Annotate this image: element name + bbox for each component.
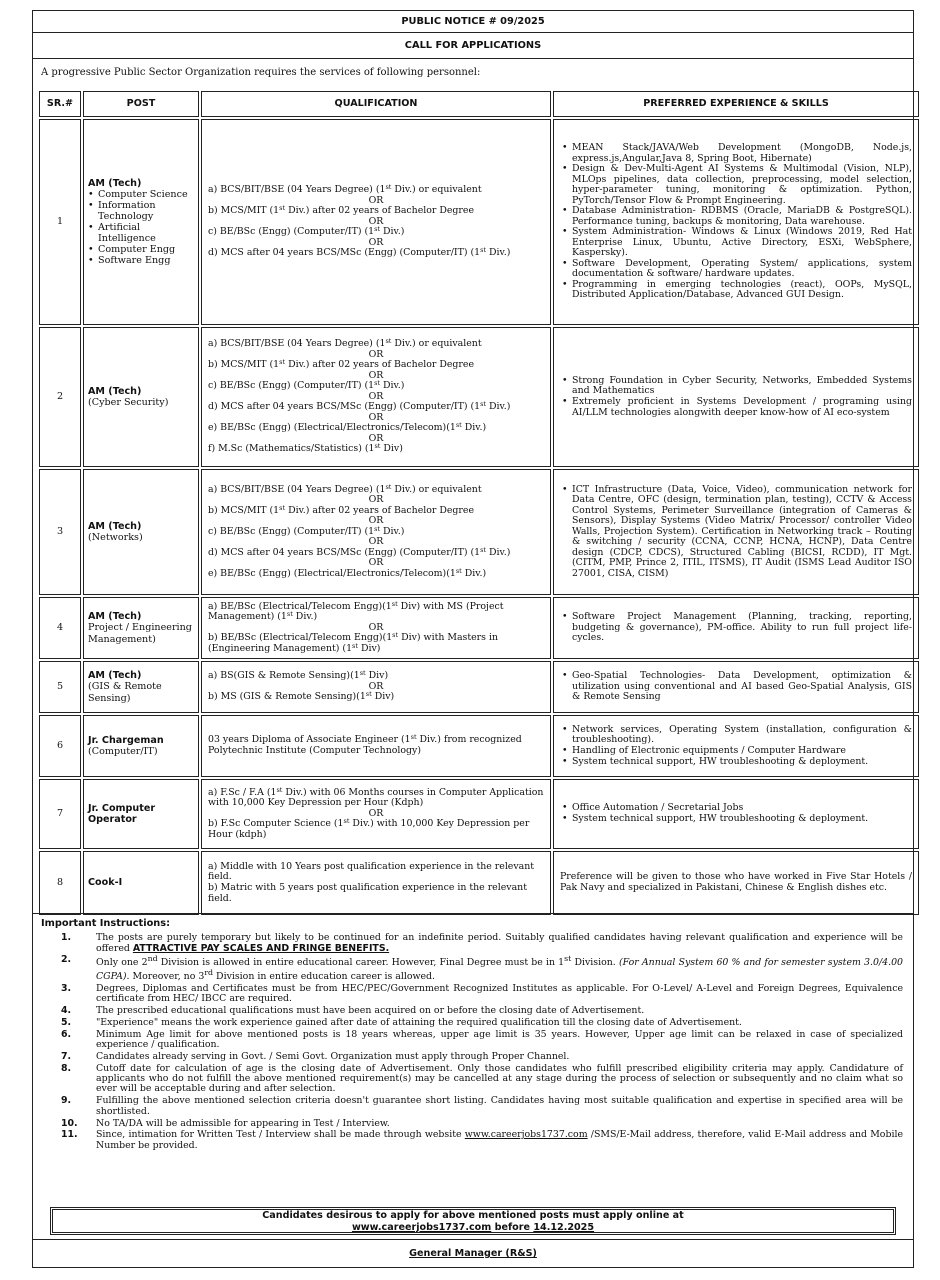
or-separator: OR (368, 432, 384, 444)
col-post: POST (83, 91, 199, 117)
row-experience (553, 327, 919, 467)
instruction-number: 2. (61, 954, 72, 966)
row-experience (553, 779, 919, 849)
row-sr: 2 (39, 327, 81, 467)
instruction-item: 8. Cutoff date for calculation of age is the closing date of Advertisement. Only those candidates who fulfill prescribed eligibility criteria may apply. Candidature of applicants who do not fulfill the above mentioned requirement(s) may be cancelled at any stage during the process of selection or subsequently and no claim what so ever will be acceptable during and after selection. (61, 1062, 903, 1095)
benefits-highlight: ATTRACTIVE PAY SCALES AND FRINGE BENEFITS. (132, 942, 390, 954)
or-separator: OR (368, 621, 384, 633)
qualification-line: c) BE/BSc (Engg) (Computer/IT) (1st Div.) (208, 379, 405, 392)
experience-item: • ICT Infrastructure (Data, Voice, Video), communication network for Data Centre, OFC (design, termination plan, testing), CCTV & Access Control Systems, Perimeter Surveillance (integration of Cameras & Sensors), Display Systems (Video Matrix/ Processor/ controller Video Walls, Projection System). Certification in Networking track – Routing & switching / security (CCNA, CCNP, HCNA, HCNP), Data Centre design (CDCP, CDCS), Structured Cabling (BICSI, RCDD), IT Mgt. (CITM, PMP, Prince 2, ITIL, ITSMS), IT Audit (ISMS Lead Auditor ISO 27001, CISA, CISM) (560, 485, 912, 580)
post-title: AM (Tech) (88, 177, 142, 189)
table-row (39, 661, 919, 713)
instruction-number: 4. (61, 1005, 72, 1017)
or-separator: OR (368, 411, 384, 423)
row-experience (553, 119, 919, 325)
or-separator: OR (368, 807, 384, 819)
post-specialization: • Artificial Intelligence (88, 222, 194, 244)
table-row (39, 851, 919, 915)
experience-item: • Handling of Electronic equipments / Computer Hardware (560, 746, 912, 757)
row-qualification (201, 597, 551, 659)
row-sr: 1 (39, 119, 81, 325)
qualification-line: a) F.Sc / F.A (1st Div.) with 06 Months courses in Computer Application with 10,000 Key Depression per Hour (Kdph) (208, 785, 544, 809)
row-sr: 8 (39, 851, 81, 915)
instruction-number: 6. (61, 1028, 72, 1040)
experience-item: • System technical support, HW troubleshooting & deployment. (560, 757, 912, 768)
or-separator: OR (368, 515, 384, 527)
important-instructions (33, 913, 913, 1153)
qualification-line: b) MCS/MIT (1st Div.) after 02 years of Bachelor Degree (208, 204, 475, 217)
qualification-line: b) MS (GIS & Remote Sensing)(1st Div) (208, 690, 395, 703)
notice-number: PUBLIC NOTICE # 09/2025 (33, 11, 913, 33)
qualification-line: e) BE/BSc (Engg) (Electrical/Electronics/Telecom)(1st Div.) (208, 566, 487, 579)
instructions-list (41, 933, 905, 1151)
post-subtitle: (GIS & Remote Sensing) (88, 681, 162, 704)
row-post (83, 851, 199, 915)
instruction-item: 10. No TA/DA will be admissible for appearing in Test / Interview. (61, 1117, 390, 1129)
intro-text: A progressive Public Sector Organization requires the services of following personnel: (41, 67, 481, 78)
qualification-line: a) BCS/BIT/BSE (04 Years Degree) (1st Div.) or equivalent (208, 337, 482, 350)
signatory: General Manager (R&S) (33, 1239, 913, 1259)
qualification-line: c) BE/BSc (Engg) (Computer/IT) (1st Div.) (208, 524, 405, 537)
qualification-line: b) MCS/MIT (1st Div.) after 02 years of Bachelor Degree (208, 503, 475, 516)
qualification-line: d) MCS after 04 years BCS/MSc (Engg) (Computer/IT) (1st Div.) (208, 545, 511, 558)
qualification-line: d) MCS after 04 years BCS/MSc (Engg) (Computer/IT) (1st Div.) (208, 246, 511, 259)
table-row (39, 327, 919, 467)
cgpa-note: (For Annual System 60 % and for semester system 3.0/4.00 CGPA) (96, 957, 903, 983)
public-notice-page (32, 10, 914, 1268)
instruction-number: 10. (61, 1117, 78, 1129)
col-experience: PREFERRED EXPERIENCE & SKILLS (553, 91, 919, 117)
instruction-item: 2. Only one 2nd Division is allowed in entire educational career. However, Final Degree must be in 1st Division. (For Annual System 60 % and for semester system 3.0/4.00 CGPA). Moreover, no 3rd Division in entire education career is allowed. (61, 954, 903, 983)
instruction-item: 3. Degrees, Diplomas and Certificates must be from HEC/PEC/Government Recognized Institutes as applicable. For O-Level/ A-Level and Foreign Degrees, Equivalence certificate from HEC/ IBCC are required. (61, 982, 903, 1005)
instruction-item: 1. The posts are purely temporary but likely to be continued for an indefinite period. Suitably qualified candidates having relevant qualification and experience will be offered ATTRACTIVE PAY SCALES AND FRINGE BENEFITS. (61, 932, 903, 954)
post-subtitle: (Computer/IT) (88, 746, 158, 757)
or-separator: OR (368, 236, 384, 248)
experience-item: • System technical support, HW troubleshooting & deployment. (560, 814, 912, 825)
or-separator: OR (368, 557, 384, 569)
row-post (83, 119, 199, 325)
apply-deadline: 14.12.2025 (533, 1221, 595, 1233)
or-separator: OR (368, 215, 384, 227)
apply-url-link[interactable]: www.careerjobs1737.com (351, 1221, 492, 1233)
row-experience (553, 661, 919, 713)
experience-item: • Network services, Operating System (installation, configuration & troubleshooting). (560, 725, 912, 746)
apply-online-box (50, 1207, 896, 1235)
experience-item: • Database Administration- RDBMS (Oracle, MariaDB & PostgreSQL). Performance tuning, backups & monitoring, Data warehouse. (560, 206, 912, 227)
table-row (39, 779, 919, 849)
row-qualification (201, 715, 551, 777)
or-separator: OR (368, 494, 384, 506)
post-specialization: • Software Engg (88, 255, 194, 266)
post-specialization: • Computer Engg (88, 244, 194, 255)
experience-item: • Office Automation / Secretarial Jobs (560, 803, 912, 814)
row-experience (553, 851, 919, 915)
qualification-line: b) MCS/MIT (1st Div.) after 02 years of Bachelor Degree (208, 358, 475, 371)
experience-item: • Extremely proficient in Systems Development / programing using AI/LLM technologies alongwith deeper know-how of AI eco-system (560, 397, 912, 418)
row-post (83, 715, 199, 777)
post-title: Jr. Chargeman (88, 734, 164, 746)
apply-line: Candidates desirous to apply for above mentioned posts must apply online at (262, 1210, 684, 1221)
or-separator: OR (368, 348, 384, 360)
row-post (83, 661, 199, 713)
row-sr: 6 (39, 715, 81, 777)
row-qualification (201, 779, 551, 849)
row-post (83, 597, 199, 659)
table-row (39, 715, 919, 777)
row-qualification (201, 469, 551, 595)
row-qualification (201, 327, 551, 467)
instruction-item: 9. Fulfilling the above mentioned selection criteria doesn't guarantee short listing. Candidates having most suitable qualification and expertise in specified area will be shortlisted. (61, 1095, 903, 1117)
post-title: Jr. Computer Operator (88, 802, 156, 825)
qualification-line: e) BE/BSc (Engg) (Electrical/Electronics/Telecom)(1st Div.) (208, 421, 487, 434)
or-separator: OR (368, 390, 384, 402)
post-subtitle: Project / Engineering Management) (88, 622, 192, 645)
or-separator: OR (368, 536, 384, 548)
experience-item: • Geo-Spatial Technologies- Data Development, optimization & utilization using conventional and AI based Geo-Spatial Analysis, GIS & Remote Sensing (560, 671, 912, 703)
row-experience (553, 469, 919, 595)
or-separator: OR (368, 680, 384, 692)
instruction-number: 11. (61, 1129, 78, 1141)
table-row (39, 597, 919, 659)
instruction-item: 7. Candidates already serving in Govt. / Semi Govt. Organization must apply through Proper Channel. (61, 1050, 570, 1062)
col-sr: SR.# (39, 91, 81, 117)
post-title: Cook-I (88, 877, 123, 889)
or-separator: OR (368, 194, 384, 206)
post-subtitle: (Networks) (88, 532, 143, 543)
qualification-line: f) M.Sc (Mathematics/Statistics) (1st Div) (208, 442, 403, 455)
row-experience (553, 597, 919, 659)
instruction-item: 5. "Experience" means the work experience gained after date of attaining the required qualification till the closing date of Advertisement. (61, 1016, 742, 1028)
instructions-title: Important Instructions: (41, 918, 171, 929)
qualification-line: a) BCS/BIT/BSE (04 Years Degree) (1st Div.) or equivalent (208, 482, 482, 495)
post-title: AM (Tech) (88, 385, 142, 397)
experience-item: • Design & Dev-Multi-Agent AI Systems & Multimodal (Vision, NLP), MLOps pipelines, data collection, preprocessing, model selection, hyper-parameter tuning, monitoring & optimization. Python, PyTorch/Tensor Flow & Prompt Engineering. (560, 164, 912, 206)
qualification-line: d) MCS after 04 years BCS/MSc (Engg) (Computer/IT) (1st Div.) (208, 400, 511, 413)
post-title: AM (Tech) (88, 670, 142, 682)
call-for-applications-title: CALL FOR APPLICATIONS (33, 33, 913, 59)
row-sr: 5 (39, 661, 81, 713)
positions-table (37, 89, 921, 917)
row-post (83, 327, 199, 467)
row-sr: 3 (39, 469, 81, 595)
apply-url-line (53, 1222, 893, 1234)
table-row (39, 119, 919, 325)
row-sr: 7 (39, 779, 81, 849)
qualification-line: a) BE/BSc (Electrical/Telecom Engg)(1st Div) with MS (Project Management) (1st Div.) (208, 599, 504, 623)
experience-item: • Programming in emerging technologies (react), OOPs, MySQL, Distributed Application/Database, Advanced GUI Design. (560, 280, 912, 301)
instruction-number: 9. (61, 1095, 72, 1107)
experience-item: • Software Development, Operating System/ applications, system documentation & software/ hardware updates. (560, 259, 912, 280)
row-post (83, 779, 199, 849)
qualification-line: c) BE/BSc (Engg) (Computer/IT) (1st Div.) (208, 225, 405, 238)
experience-text: Preference will be given to those who have worked in Five Star Hotels / Pak Navy and specialized in Pakistani, Chinese & English dishes etc. (560, 871, 912, 893)
instruction-number: 5. (61, 1016, 72, 1028)
post-subtitle: (Cyber Security) (88, 397, 169, 408)
instruction-number: 1. (61, 932, 72, 944)
instruction-item: 6. Minimum Age limit for above mentioned posts is 18 years whereas, upper age limit is 35 years. However, Upper age limit can be relaxed in case of specialized experience / qualification. (61, 1028, 903, 1051)
post-specialization: • Computer Science (88, 189, 194, 200)
row-qualification (201, 119, 551, 325)
experience-item: • Strong Foundation in Cyber Security, Networks, Embedded Systems and Mathematics (560, 376, 912, 397)
row-qualification (201, 661, 551, 713)
row-experience (553, 715, 919, 777)
post-title: AM (Tech) (88, 611, 142, 623)
careerjobs-link[interactable]: www.careerjobs1737.com (464, 1129, 588, 1141)
instruction-number: 7. (61, 1050, 72, 1062)
apply-before: before (491, 1221, 534, 1233)
experience-item: • System Administration- Windows & Linux (Windows 2019, Red Hat Enterprise Linux, Ubuntu, Active Directory, ESXi, WebSphere, Kaspersky). (560, 227, 912, 259)
row-post (83, 469, 199, 595)
or-separator: OR (368, 369, 384, 381)
post-specialization: • Information Technology (88, 200, 194, 222)
table-header-row (39, 91, 919, 117)
row-qualification (201, 851, 551, 915)
col-qualification: QUALIFICATION (201, 91, 551, 117)
qualification-line: 03 years Diploma of Associate Engineer (1st Div.) from recognized Polytechnic Institute (Computer Technology) (208, 733, 522, 756)
row-sr: 4 (39, 597, 81, 659)
qualification-line: a) BCS/BIT/BSE (04 Years Degree) (1st Div.) or equivalent (208, 183, 482, 196)
post-title: AM (Tech) (88, 520, 142, 532)
instruction-number: 3. (61, 982, 72, 994)
qualification-line: a) BS(GIS & Remote Sensing)(1st Div) (208, 669, 389, 682)
instruction-item: 4. The prescribed educational qualifications must have been acquired on or before the closing date of Advertisement. (61, 1005, 645, 1017)
experience-item: • MEAN Stack/JAVA/Web Development (MongoDB, Node.js, express.js,Angular,Java 8, Spring Boot, Hibernate) (560, 143, 912, 164)
qualification-line: b) Matric with 5 years post qualification experience in the relevant field. (208, 882, 527, 904)
qualification-line: b) BE/BSc (Electrical/Telecom Engg)(1st Div) with Masters in (Engineering Management) (1st Div) (208, 631, 498, 654)
qualification-line: b) F.Sc Computer Science (1st Div.) with 10,000 Key Depression per Hour (kdph) (208, 817, 530, 840)
table-row (39, 469, 919, 595)
qualification-line: a) Middle with 10 Years post qualification experience in the relevant field. (208, 860, 535, 883)
instruction-number: 8. (61, 1062, 72, 1074)
instruction-item: 11. Since, intimation for Written Test / Interview shall be made through website www.careerjobs1737.com /SMS/E-Mail address, therefore, valid E-Mail address and Mobile Number be provided. (61, 1129, 904, 1151)
experience-item: • Software Project Management (Planning, tracking, reporting, budgeting & governance), PM-office. Ability to run full project life-cycles. (560, 612, 912, 644)
